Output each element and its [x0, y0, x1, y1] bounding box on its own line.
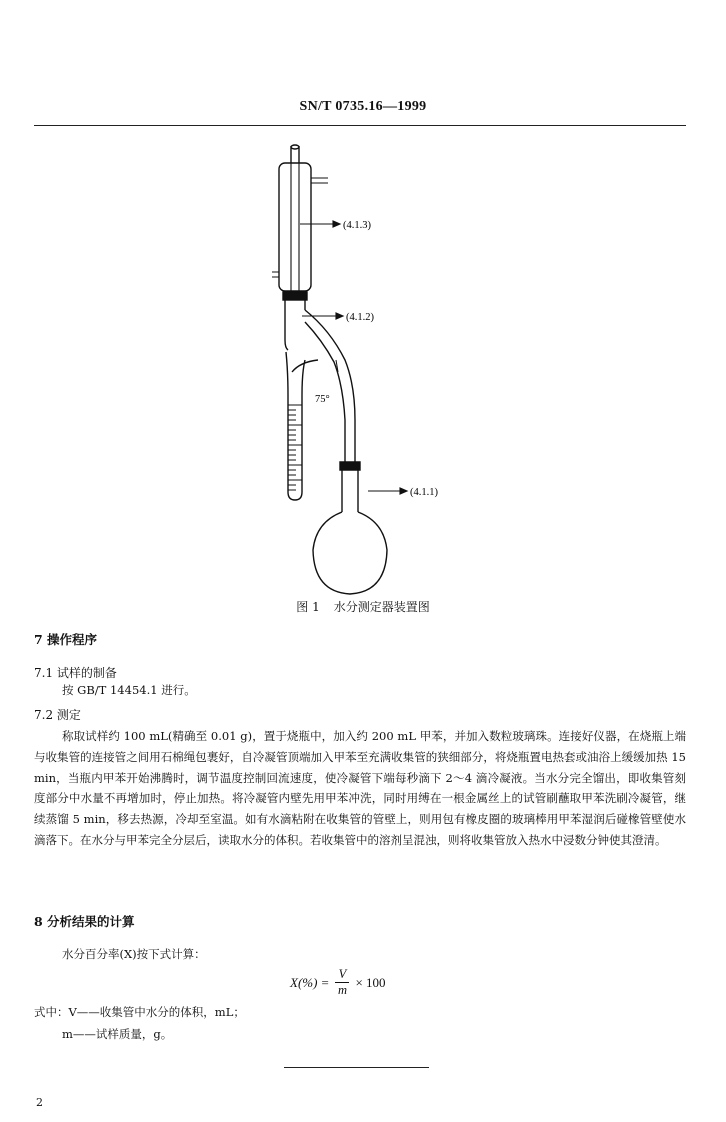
page-number: 2	[36, 1096, 43, 1109]
label-flask: (4.1.1)	[410, 487, 438, 498]
section-7-title: 7 操作程序	[34, 632, 98, 647]
section-7-1-text: 按 GB/T 14454.1 进行。	[62, 683, 196, 697]
formula-numerator: V	[338, 967, 347, 981]
section-7-2-text: 称取试样约 100 mL(精确至 0.01 g)，置于烧瓶中，加入约 200 mL 甲苯，并加入数粒玻璃珠。连接好仪器，在烧瓶上端与收集管的连接管之间用石棉绳包裹好，自冷凝管顶端加入甲苯至充满收集管的狭细部分，将烧瓶置电热套或油浴上缓缓加热 15 min，当瓶内甲苯开始沸腾时，调节温度控制回流速度，使冷凝管下端每秒滴下 2～4 滴冷凝液。当水分完全馏出，即收集管刻度部分中水量不再增加时，停止加热。将冷凝管内壁先用甲苯冲洗，同时用缚在一根金属丝上的试管刷蘸取甲苯洗刷冷凝管，继续蒸馏 5 min，移去热源，冷却至室温。如有水滴粘附在收集管的管壁上，则用包有橡皮圈的玻璃棒用甲苯湿润后碰橡管壁使水滴落下。在水分与甲苯完全分层后，读取水分的体积。若收集管中的溶剂呈混浊，则将收集管放入热水中浸数分钟使其澄清。	[34, 729, 686, 847]
formula-denominator: m	[337, 983, 347, 997]
document-header-code: SN/T 0735.16—1999	[299, 99, 427, 114]
figure-caption-number: 图 1	[296, 600, 320, 614]
section-8-title: 8 分析结果的计算	[34, 914, 135, 929]
formula-fraction	[335, 968, 349, 997]
formula-lhs: X(%) =	[290, 974, 330, 990]
section-8-intro: 水分百分率(X)按下式计算：	[62, 947, 206, 961]
label-angle: 75°	[315, 394, 330, 405]
label-condenser: (4.1.3)	[343, 220, 371, 231]
formula-rhs: × 100	[355, 974, 386, 990]
figure-caption-title: 水分测定器装置图	[333, 600, 430, 614]
formula-where-m: m——试样质量，g。	[62, 1027, 173, 1041]
section-7-1-title: 7.1 试样的制备	[34, 666, 117, 680]
label-collector: (4.1.2)	[346, 312, 374, 323]
formula-where-v: 式中：V——收集管中水分的体积，mL；	[34, 1005, 245, 1019]
water-percent-formula	[290, 968, 386, 997]
figure-caption	[0, 598, 726, 615]
section-7-2-title: 7.2 测定	[34, 708, 81, 722]
end-rule	[284, 1067, 429, 1068]
